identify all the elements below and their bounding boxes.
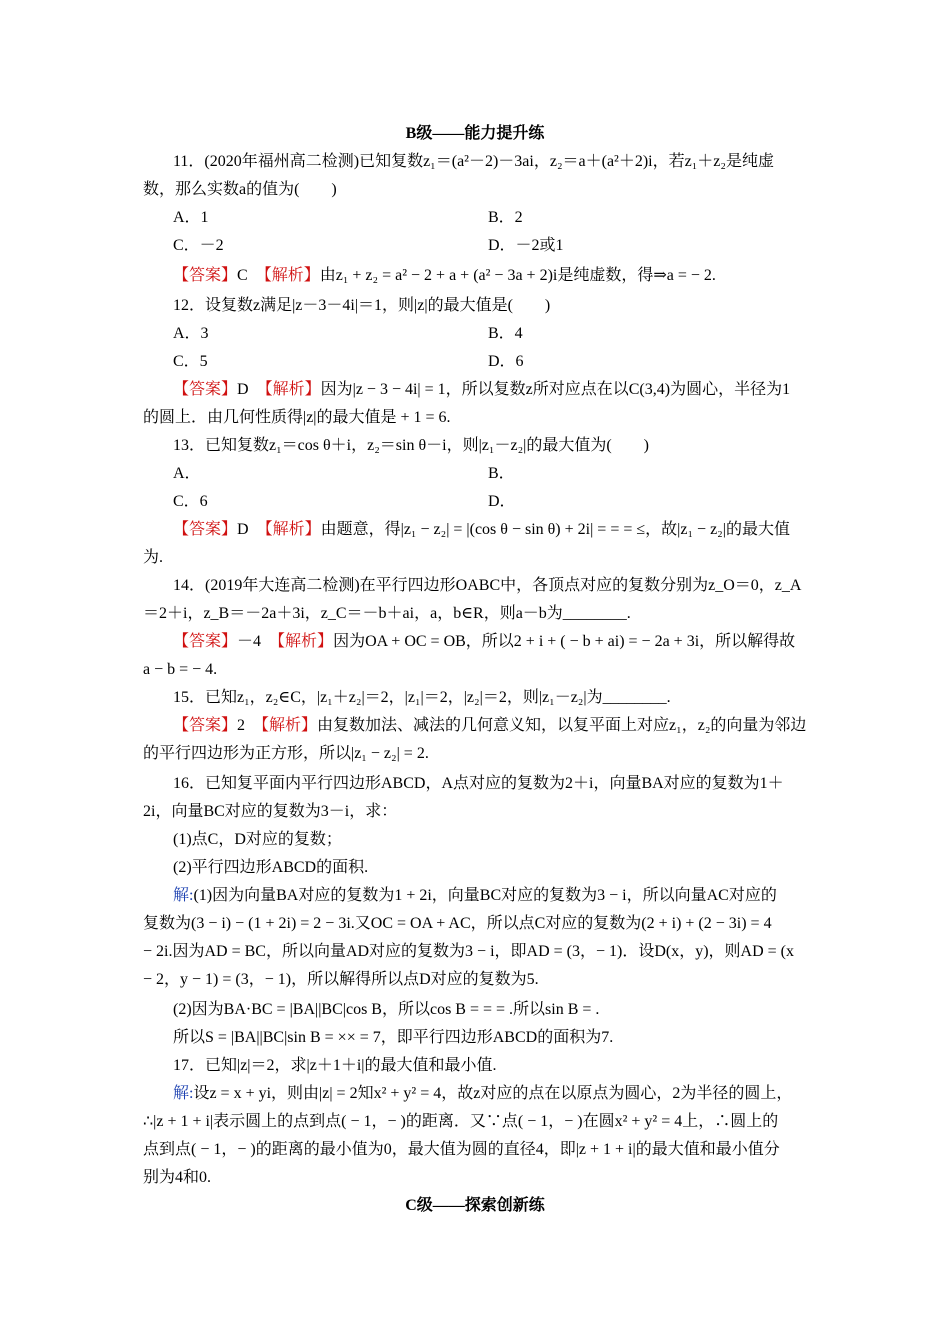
q15-stem: 15．已知z₁，z₂∈C，|z₁＋z₂|＝2，|z₁|＝2，|z₂|＝2，则|z₁－z₂|为________. xyxy=(173,689,671,706)
q11-answer-line xyxy=(173,262,716,290)
q12-option-d: D．6 xyxy=(488,353,524,370)
q15-answer: 2 xyxy=(237,717,246,734)
q16-solution-line3: − 2i.因为AD = BC，所以向量AD对应的复数为3 − i，即AD = (3，− 1)．设D(x，y)，则AD = (x xyxy=(143,943,795,960)
q14-analysis-line1: 因为OA + OC = OB，所以2 + i + ( − b + ai) = − 2a + 3i，所以解得故 xyxy=(333,633,796,650)
q13-option-a: A． xyxy=(173,465,201,482)
analysis-tag: 【解析】 xyxy=(263,267,320,284)
q17-solution-line3: 点到点( − 1，− )的距离的最小值为0，最大值为圆的直径4，即|z + 1 + i|的最大值和最小值分 xyxy=(143,1141,780,1158)
q15-analysis-line1: 由复数加法、减法的几何意义知，以复平面上对应z₁，z₂的向量为邻边 xyxy=(317,717,807,734)
q15-analysis-line2: 的平行四边形为正方形，所以|z₁ − z₂| = 2. xyxy=(143,745,429,762)
q12-answer-line xyxy=(173,376,790,404)
q14-stem-line2: ＝2＋i，z_B＝－2a＋3i，z_C＝－b＋ai，a，b∈R，则a－b为________. xyxy=(143,605,631,622)
answer-tag: 【答案】 xyxy=(173,633,238,650)
q11-option-a: A．1 xyxy=(173,209,209,226)
q17-solution-line4: 别为4和0. xyxy=(143,1169,212,1186)
q14-stem-line1: 14．(2019年大连高二检测)在平行四边形OABC中，各顶点对应的复数分别为z_O＝0，z_A xyxy=(173,577,802,594)
q13-stem: 13．已知复数z₁＝cos θ＋i，z₂＝sin θ－i，则|z₁－z₂|的最大值为( ) xyxy=(173,437,650,454)
q13-answer-line xyxy=(173,516,790,544)
q17-solution-line1 xyxy=(173,1080,792,1108)
q16-sol1-text: (1)因为向量BA对应的复数为1 + 2i，向量BC对应的复数为3 − i，所以向量AC对应的 xyxy=(193,887,777,904)
q16-solution-line5: (2)因为BA·BC = |BA||BC|cos B，所以cos B = = = .所以sin B = . xyxy=(173,1001,600,1018)
answer-tag: 【答案】 xyxy=(173,521,238,538)
analysis-tag: 【解析】 xyxy=(264,521,321,538)
q11-stem-line2: 数，那么实数a的值为( ) xyxy=(143,181,337,198)
section-c-title: C级——探索创新练 xyxy=(405,1197,545,1214)
q12-option-c: C．5 xyxy=(173,353,208,370)
section-b-title: B级——能力提升练 xyxy=(405,125,545,142)
q13-answer: D xyxy=(237,521,249,538)
q12-analysis-line1: 因为|z − 3 − 4i| = 1，所以复数z所对应点在以C(3,4)为圆心，半径为1 xyxy=(320,381,791,398)
q16-part1: (1)点C，D对应的复数； xyxy=(173,831,342,848)
q13-option-c: C．6 xyxy=(173,493,208,510)
analysis-tag: 【解析】 xyxy=(277,633,334,650)
analysis-tag: 【解析】 xyxy=(264,381,321,398)
answer-tag: 【答案】 xyxy=(173,717,238,734)
solution-tag: 解: xyxy=(173,1085,194,1102)
answer-tag: 【答案】 xyxy=(173,381,238,398)
q17-stem: 17．已知|z|＝2，求|z＋1＋i|的最大值和最小值. xyxy=(173,1057,497,1074)
q11-stem-line1: 11．(2020年福州高二检测)已知复数z₁＝(a²－2)－3ai，z₂＝a＋(a²＋2)i，若z₁＋z₂是纯虚 xyxy=(173,153,774,170)
q16-stem-line2: 2i，向量BC对应的复数为3－i，求： xyxy=(143,803,398,820)
q17-solution-line2: ∴|z + 1 + i|表示圆上的点到点( − 1，− )的距离．又∵点( − 1，− )在圆x² + y² = 4上，∴圆上的 xyxy=(143,1113,779,1130)
solution-tag: 解: xyxy=(173,887,194,904)
q16-part2: (2)平行四边形ABCD的面积. xyxy=(173,859,369,876)
q12-option-b: B．4 xyxy=(488,325,523,342)
q14-answer-line xyxy=(173,628,795,656)
q17-sol1-text: 设z = x + yi，则由|z| = 2知x² + y² = 4，故z对应的点在以原点为圆心，2为半径的圆上， xyxy=(193,1085,793,1102)
answer-tag: 【答案】 xyxy=(173,267,238,284)
q11-option-d: D．－2或1 xyxy=(488,237,564,254)
q13-option-b: B． xyxy=(488,465,515,482)
q14-analysis-line2: a − b = − 4. xyxy=(143,661,218,678)
q11-option-c: C．－2 xyxy=(173,237,224,254)
q11-option-b: B．2 xyxy=(488,209,523,226)
q13-option-d: D． xyxy=(488,493,516,510)
q13-analysis-line1: 由题意，得|z₁ − z₂| = |(cos θ − sin θ) + 2i| = = = ≤，故|z₁ − z₂|的最大值 xyxy=(320,521,790,538)
q15-answer-line xyxy=(173,712,806,740)
q12-stem: 12．设复数z满足|z－3－4i|＝1，则|z|的最大值是( ) xyxy=(173,297,551,314)
q16-solution-line1 xyxy=(173,882,777,910)
q16-solution-line2: 复数为(3 − i) − (1 + 2i) = 2 − 3i.又OC = OA + AC，所以点C对应的复数为(2 + i) + (2 − 3i) = 4 xyxy=(143,915,772,932)
q16-solution-line6: 所以S = |BA||BC|sin B = ×× = 7，即平行四边形ABCD的面积为7. xyxy=(173,1029,614,1046)
q12-option-a: A．3 xyxy=(173,325,209,342)
q16-solution-line4: − 2，y − 1) = (3，− 1)，所以解得所以点D对应的复数为5. xyxy=(143,971,539,988)
q13-analysis-line2: 为. xyxy=(143,549,164,566)
q16-stem-line1: 16．已知复平面内平行四边形ABCD，A点对应的复数为2＋i，向量BA对应的复数为1＋ xyxy=(173,775,784,792)
q14-answer: －4 xyxy=(237,633,262,650)
analysis-tag: 【解析】 xyxy=(261,717,318,734)
q12-analysis-line2: 的圆上．由几何性质得|z|的最大值是 + 1 = 6. xyxy=(143,409,451,426)
q11-analysis: 由z₁ + z₂ = a² − 2 + a + (a² − 3a + 2)i是纯虚数，得⇒a = − 2. xyxy=(319,267,716,284)
q11-answer: C xyxy=(237,267,248,284)
q12-answer: D xyxy=(237,381,249,398)
